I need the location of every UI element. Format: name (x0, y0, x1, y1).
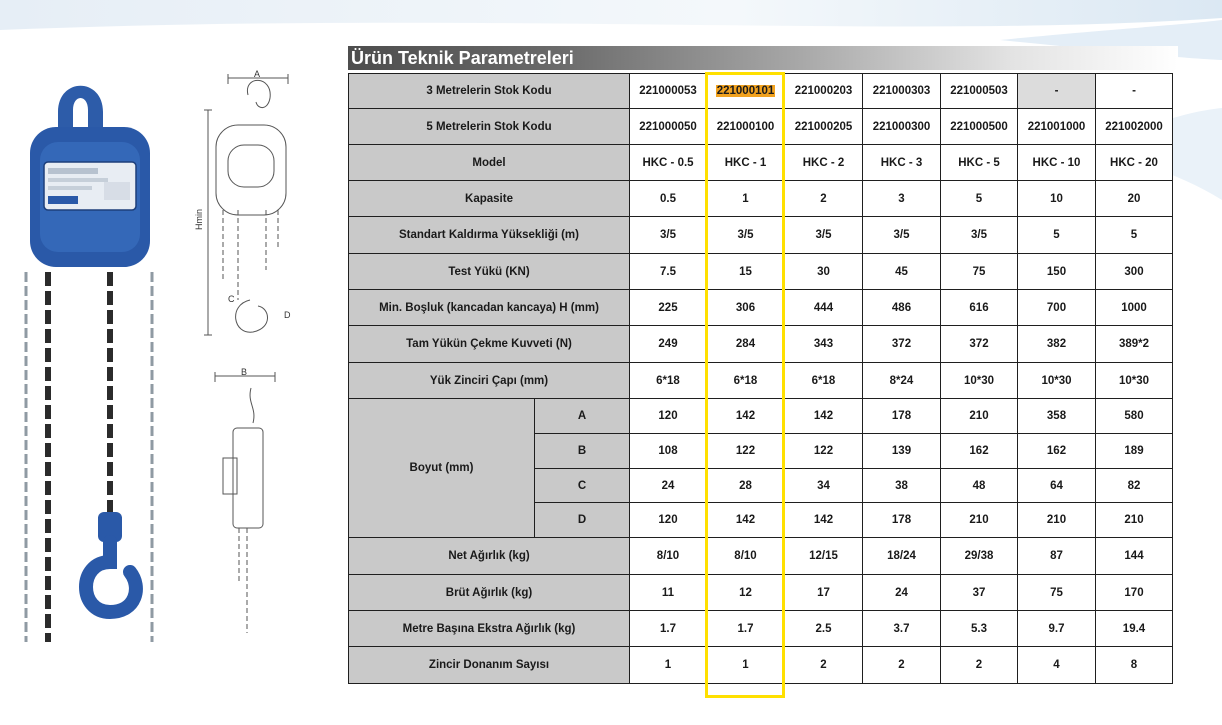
table-cell: 8/10 (630, 538, 707, 575)
table-cell: 11 (630, 575, 707, 611)
table-cell: 142 (707, 503, 785, 538)
row-label: Model (349, 145, 630, 181)
sub-label: C (535, 469, 630, 503)
table-cell: 178 (863, 399, 941, 434)
table-cell: 221000053 (630, 74, 707, 109)
table-cell: 15 (707, 254, 785, 290)
table-cell: 1.7 (630, 611, 707, 647)
table-cell: 221000300 (863, 109, 941, 145)
table-cell: 37 (941, 575, 1018, 611)
section-title: Ürün Teknik Parametreleri (351, 48, 574, 68)
table-cell: 382 (1018, 326, 1096, 363)
table-cell: 120 (630, 399, 707, 434)
table-cell: 120 (630, 503, 707, 538)
table-row-capacity (349, 181, 1173, 217)
table-cell: 221000205 (785, 109, 863, 145)
table-cell: 28 (707, 469, 785, 503)
row-label: 5 Metrelerin Stok Kodu (349, 109, 630, 145)
table-row-stock-code-5m (349, 109, 1173, 145)
table-row-chain-falls (349, 647, 1173, 684)
table-cell: HKC - 0.5 (630, 145, 707, 181)
table-cell: 30 (785, 254, 863, 290)
table-cell: 48 (941, 469, 1018, 503)
sub-label: A (535, 399, 630, 434)
table-cell: 7.5 (630, 254, 707, 290)
table-cell: 1000 (1096, 290, 1173, 326)
table-cell: 122 (785, 434, 863, 469)
drawing-label-a: A (254, 70, 261, 79)
table-cell: 2.5 (785, 611, 863, 647)
table-cell: 178 (863, 503, 941, 538)
table-cell: 3/5 (707, 217, 785, 254)
highlighted-stock-code: 221000101 (716, 85, 775, 97)
table-cell: 142 (707, 399, 785, 434)
drawing-label-hmin: Hmin (194, 208, 204, 230)
table-cell: 5 (941, 181, 1018, 217)
section-title-bar (348, 46, 1178, 70)
table-cell: 19.4 (1096, 611, 1173, 647)
table-cell: 6*18 (707, 363, 785, 399)
row-label-dimensions: Boyut (mm) (349, 399, 535, 538)
table-cell: HKC - 2 (785, 145, 863, 181)
row-label: Brüt Ağırlık (kg) (349, 575, 630, 611)
table-cell: 1 (707, 647, 785, 684)
technical-drawing (188, 70, 308, 340)
table-cell: 249 (630, 326, 707, 363)
table-row-gross-weight (349, 575, 1173, 611)
table-cell: 284 (707, 326, 785, 363)
row-label: 3 Metrelerin Stok Kodu (349, 74, 630, 109)
table-cell: 38 (863, 469, 941, 503)
table-cell: 144 (1096, 538, 1173, 575)
row-label: Standart Kaldırma Yüksekliği (m) (349, 217, 630, 254)
table-cell: 108 (630, 434, 707, 469)
table-cell: 3.7 (863, 611, 941, 647)
table-cell: 221000500 (941, 109, 1018, 145)
row-label: Net Ağırlık (kg) (349, 538, 630, 575)
table-cell: - (1096, 74, 1173, 109)
sub-label: D (535, 503, 630, 538)
table-cell: 75 (941, 254, 1018, 290)
sub-label: B (535, 434, 630, 469)
table-cell: 372 (863, 326, 941, 363)
table-cell: 29/38 (941, 538, 1018, 575)
technical-drawing-front (205, 368, 305, 638)
table-cell: 8 (1096, 647, 1173, 684)
table-cell: 210 (941, 399, 1018, 434)
drawing-label-d: D (284, 310, 291, 320)
table-cell: 306 (707, 290, 785, 326)
table-cell: 34 (785, 469, 863, 503)
table-cell: - (1018, 74, 1096, 109)
table-row-pull-force (349, 326, 1173, 363)
table-cell: 2 (785, 181, 863, 217)
table-cell: 616 (941, 290, 1018, 326)
table-cell: 10*30 (941, 363, 1018, 399)
table-cell: 139 (863, 434, 941, 469)
row-label: Tam Yükün Çekme Kuvveti (N) (349, 326, 630, 363)
table-cell: 221000503 (941, 74, 1018, 109)
table-cell: 2 (863, 647, 941, 684)
table-cell: 162 (1018, 434, 1096, 469)
drawing-label-b: B (241, 368, 248, 377)
table-cell: 10*30 (1018, 363, 1096, 399)
table-cell: 6*18 (785, 363, 863, 399)
table-cell: 24 (863, 575, 941, 611)
table-cell: 700 (1018, 290, 1096, 326)
table-cell: 221002000 (1096, 109, 1173, 145)
table-cell: 2 (785, 647, 863, 684)
table-row-stock-code-3m (349, 74, 1173, 109)
table-cell: 8/10 (707, 538, 785, 575)
table-cell: 300 (1096, 254, 1173, 290)
table-cell: 0.5 (630, 181, 707, 217)
table-cell: 486 (863, 290, 941, 326)
table-cell-highlighted (707, 74, 785, 109)
table-cell: 389*2 (1096, 326, 1173, 363)
table-cell: 10*30 (1096, 363, 1173, 399)
row-label: Test Yükü (KN) (349, 254, 630, 290)
table-row-lift-height (349, 217, 1173, 254)
table-cell: 3/5 (785, 217, 863, 254)
table-cell: 64 (1018, 469, 1096, 503)
table-cell: 142 (785, 503, 863, 538)
table-cell: 17 (785, 575, 863, 611)
table-cell: 3 (863, 181, 941, 217)
table-cell: 10 (1018, 181, 1096, 217)
table-cell: 4 (1018, 647, 1096, 684)
table-cell: 6*18 (630, 363, 707, 399)
row-label: Zincir Donanım Sayısı (349, 647, 630, 684)
table-row-min-clearance (349, 290, 1173, 326)
drawing-label-c: C (228, 294, 235, 304)
table-cell: 8*24 (863, 363, 941, 399)
table-row-test-load (349, 254, 1173, 290)
table-cell: HKC - 20 (1096, 145, 1173, 181)
table-cell: HKC - 5 (941, 145, 1018, 181)
table-cell: 12/15 (785, 538, 863, 575)
table-cell: 82 (1096, 469, 1173, 503)
table-cell: 5.3 (941, 611, 1018, 647)
table-cell: 1.7 (707, 611, 785, 647)
table-row-net-weight (349, 538, 1173, 575)
table-cell: 75 (1018, 575, 1096, 611)
table-cell: 343 (785, 326, 863, 363)
table-cell: 170 (1096, 575, 1173, 611)
table-cell: 189 (1096, 434, 1173, 469)
table-cell: 3/5 (941, 217, 1018, 254)
table-row-chain-diameter (349, 363, 1173, 399)
table-row-dimension-a (349, 399, 1173, 434)
table-cell: 1 (707, 181, 785, 217)
table-cell: 24 (630, 469, 707, 503)
table-cell: 210 (941, 503, 1018, 538)
table-cell: 221000050 (630, 109, 707, 145)
table-cell: 9.7 (1018, 611, 1096, 647)
table-cell: 210 (1018, 503, 1096, 538)
table-cell: 372 (941, 326, 1018, 363)
table-cell: 210 (1096, 503, 1173, 538)
table-cell: 12 (707, 575, 785, 611)
table-cell: 1 (630, 647, 707, 684)
table-cell: 45 (863, 254, 941, 290)
table-cell: 150 (1018, 254, 1096, 290)
table-cell: 3/5 (630, 217, 707, 254)
row-label: Metre Başına Ekstra Ağırlık (kg) (349, 611, 630, 647)
table-cell: 87 (1018, 538, 1096, 575)
table-cell: 221001000 (1018, 109, 1096, 145)
table-cell: 18/24 (863, 538, 941, 575)
row-label: Min. Boşluk (kancadan kancaya) H (mm) (349, 290, 630, 326)
row-label: Yük Zinciri Çapı (mm) (349, 363, 630, 399)
table-cell: 3/5 (863, 217, 941, 254)
table-row-model (349, 145, 1173, 181)
table-cell: 358 (1018, 399, 1096, 434)
table-cell: 221000100 (707, 109, 785, 145)
table-cell: 162 (941, 434, 1018, 469)
table-cell: 122 (707, 434, 785, 469)
table-cell: 2 (941, 647, 1018, 684)
parameters-table (348, 73, 1173, 684)
row-label: Kapasite (349, 181, 630, 217)
table-row-extra-weight-per-meter (349, 611, 1173, 647)
table-cell: 221000303 (863, 74, 941, 109)
table-cell: 444 (785, 290, 863, 326)
table-cell: 221000203 (785, 74, 863, 109)
table-cell: 20 (1096, 181, 1173, 217)
table-cell: 580 (1096, 399, 1173, 434)
table-cell: 142 (785, 399, 863, 434)
table-cell: HKC - 3 (863, 145, 941, 181)
chain-hoist-image (18, 72, 160, 642)
table-cell: 5 (1096, 217, 1173, 254)
table-cell: HKC - 10 (1018, 145, 1096, 181)
table-cell: 225 (630, 290, 707, 326)
table-cell: HKC - 1 (707, 145, 785, 181)
table-cell: 5 (1018, 217, 1096, 254)
